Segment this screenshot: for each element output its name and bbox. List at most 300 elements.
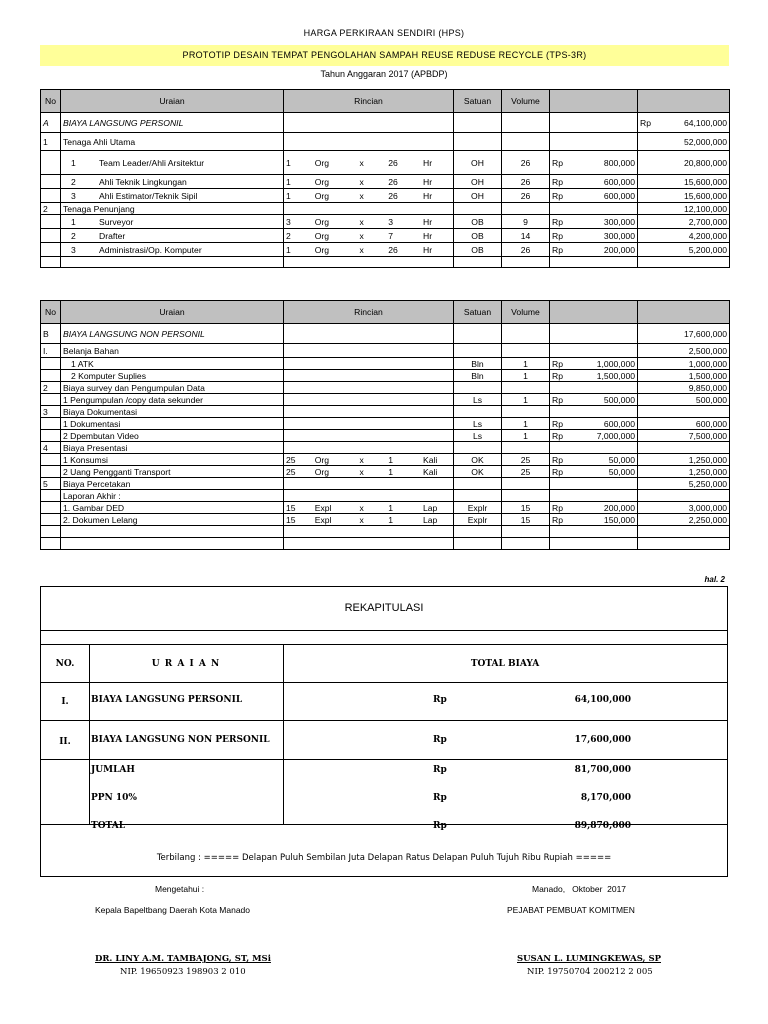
unit-price: Rp 600,000 [552,176,635,187]
row-uraian: 1 ATK [61,358,284,370]
row-uraian [61,526,284,538]
non-personnel-cost-table [40,300,730,550]
row-no [41,418,61,430]
unit-price: Rp 800,000 [552,157,635,168]
recap-jumlah-label: JUMLAH [91,765,135,775]
row-volume [502,203,550,215]
unit-price-cell [550,442,638,454]
row-volume: 26 [502,243,550,257]
item-label: 2 Ahli Teknik Lingkungan [71,176,187,187]
row-total: 17,600,000 [638,324,730,344]
rincian-detail: 1 Org x 26 Hr [286,244,433,255]
row-uraian: 1 Pengumpulan /copy data sekunder [61,394,284,406]
recap-total-rp: Rp [433,821,447,831]
row-volume [502,113,550,133]
recap-total-label: TOTAL [91,821,126,831]
row-volume [502,344,550,358]
row-volume: 1 [502,418,550,430]
row-total [638,490,730,502]
header-blank [638,301,730,324]
header-no: No [41,90,61,113]
table-header-row [41,301,730,324]
row-uraian: 2 Komputer Suplies [61,370,284,382]
row-total [638,257,730,268]
unit-price: Rp 500,000 [552,394,635,405]
row-satuan [454,382,502,394]
row-total: 1,250,000 [638,466,730,478]
rincian-cell [284,538,454,550]
table-row [41,418,730,430]
item-label: 3 Ahli Estimator/Teknik Sipil [71,190,198,201]
table-header-row [41,90,730,113]
row-uraian: Biaya Presentasi [61,442,284,454]
rincian-cell [284,382,454,394]
row-no [41,538,61,550]
row-volume [502,406,550,418]
rincian-cell [284,526,454,538]
unit-price: Rp 600,000 [552,418,635,429]
table-row [41,454,730,466]
row-uraian [61,243,284,257]
row-satuan: OK [454,454,502,466]
row-total: 2,250,000 [638,514,730,526]
table-row [41,526,730,538]
document-title: HARGA PERKIRAAN SENDIRI (HPS) [303,28,465,38]
row-uraian: 2 Uang Pengganti Transport [61,466,284,478]
unit-price-cell [550,406,638,418]
row-satuan: Explr [454,514,502,526]
unit-price: Rp 1,000,000 [552,358,635,369]
rincian-cell [284,514,454,526]
row-satuan [454,526,502,538]
row-volume: 1 [502,394,550,406]
rincian-cell [284,478,454,490]
rincian-cell [284,324,454,344]
table-row [41,382,730,394]
row-uraian [61,175,284,189]
table-row [41,324,730,344]
row-volume: 1 [502,370,550,382]
table-row [41,151,730,175]
unit-price-cell [550,526,638,538]
row-satuan [454,133,502,151]
rincian-cell [284,189,454,203]
section-total: Rp 64,100,000 [640,117,727,128]
row-no [41,370,61,382]
row-satuan [454,257,502,268]
table-row [41,490,730,502]
row-no [41,514,61,526]
rincian-cell [284,215,454,229]
row-total: 3,000,000 [638,502,730,514]
row-satuan [454,113,502,133]
unit-price-cell [550,502,638,514]
recap-col-no: NO. [55,659,75,669]
unit-price-cell [550,490,638,502]
row-satuan [454,538,502,550]
row-volume: 26 [502,189,550,203]
table-row [41,502,730,514]
unit-price-cell [550,454,638,466]
rincian-cell [284,370,454,382]
unit-price-cell [550,478,638,490]
unit-price-cell [550,324,638,344]
recap-row-rp: Rp [433,695,447,705]
row-satuan: OB [454,229,502,243]
row-satuan: Explr [454,502,502,514]
row-volume [502,324,550,344]
row-uraian: 2 Dpembutan Video [61,430,284,442]
header-blank [550,90,638,113]
recap-ppn-value: 8,170,000 [580,793,631,803]
right-signer-name: SUSAN L. LUMINGKEWAS, SP [517,954,661,964]
row-volume: 26 [502,151,550,175]
item-label: 1 Surveyor [71,216,134,227]
header-rincian: Rincian [284,301,454,324]
rincian-cell [284,442,454,454]
row-no: 3 [41,406,61,418]
row-no: 2 [41,203,61,215]
header-no: No [41,301,61,324]
acknowledged-label: Mengetahui : [155,884,205,894]
header-satuan: Satuan [454,301,502,324]
header-uraian: Uraian [61,90,284,113]
item-label: 1 Team Leader/Ahli Arsitektur [71,157,205,168]
recap-ppn-label: PPN 10% [91,793,137,803]
project-title: PROTOTIP DESAIN TEMPAT PENGOLAHAN SAMPAH REUSE REDUSE RECYCLE (TPS-3R) [40,45,729,66]
unit-price-cell [550,243,638,257]
table-row [41,215,730,229]
rincian-cell [284,454,454,466]
unit-price: Rp 200,000 [552,244,635,255]
unit-price-cell [550,514,638,526]
header-volume: Volume [502,301,550,324]
row-total [638,113,730,133]
row-no [41,229,61,243]
row-volume [502,257,550,268]
header-blank [638,90,730,113]
rincian-cell [284,175,454,189]
rincian-cell [284,466,454,478]
rincian-cell [284,133,454,151]
row-volume: 1 [502,430,550,442]
rincian-detail: 2 Org x 7 Hr [286,230,433,241]
row-total: 52,000,000 [638,133,730,151]
place-date: Manado, Oktober 2017 [532,884,627,894]
rincian-detail: 15 Expl x 1 Lap [286,514,438,525]
table-row [41,243,730,257]
row-volume: 9 [502,215,550,229]
row-volume [502,478,550,490]
row-volume: 14 [502,229,550,243]
row-uraian [61,189,284,203]
row-uraian: Tenaga Penunjang [61,203,284,215]
rincian-cell [284,406,454,418]
unit-price-cell [550,370,638,382]
row-uraian: 2. Dokumen Lelang [61,514,284,526]
rincian-detail: 25 Org x 1 Kali [286,454,438,465]
table-row [41,189,730,203]
row-satuan [454,324,502,344]
recap-row-value: 17,600,000 [574,735,631,745]
row-no [41,151,61,175]
row-volume: 26 [502,175,550,189]
unit-price-cell [550,229,638,243]
unit-price-cell [550,394,638,406]
row-no [41,394,61,406]
row-total: 9,850,000 [638,382,730,394]
unit-price: Rp 50,000 [552,454,635,465]
row-volume [502,526,550,538]
table-row [41,113,730,133]
unit-price: Rp 7,000,000 [552,430,635,441]
recap-jumlah-rp: Rp [433,765,447,775]
row-uraian: Biaya Percetakan [61,478,284,490]
row-no [41,502,61,514]
recap-title: REKAPITULASI [344,602,424,614]
rincian-cell [284,203,454,215]
row-total: 5,250,000 [638,478,730,490]
unit-price: Rp 1,500,000 [552,370,635,381]
unit-price-cell [550,113,638,133]
row-uraian: Tenaga Ahli Utama [61,133,284,151]
row-no: B [41,324,61,344]
row-total: 600,000 [638,418,730,430]
rincian-detail: 15 Expl x 1 Lap [286,502,438,513]
row-satuan: Bln [454,370,502,382]
row-no: 5 [41,478,61,490]
row-satuan: OH [454,151,502,175]
header-blank [550,301,638,324]
row-volume [502,133,550,151]
header-volume: Volume [502,90,550,113]
left-signer-nip: NIP. 19650923 198903 2 010 [120,967,246,977]
row-volume: 15 [502,514,550,526]
item-label: 3 Administrasi/Op. Komputer [71,244,202,255]
header-uraian: Uraian [61,301,284,324]
row-volume [502,538,550,550]
row-uraian [61,229,284,243]
right-signer-role: PEJABAT PEMBUAT KOMITMEN [507,905,635,915]
row-satuan: Ls [454,430,502,442]
recap-jumlah-value: 81,700,000 [574,765,631,775]
table-row [41,229,730,243]
unit-price-cell [550,382,638,394]
row-no [41,175,61,189]
row-uraian: Biaya Dokumentasi [61,406,284,418]
recap-row-label: BIAYA LANGSUNG NON PERSONIL [91,735,270,745]
row-volume: 25 [502,454,550,466]
row-satuan: OK [454,466,502,478]
amount-in-words: Terbilang : ===== Delapan Puluh Sembilan Juta Delapan Ratus Delapan Puluh Tujuh Ribu Rupiah ===== [156,853,612,863]
recap-row-no: I. [61,697,69,707]
row-no: 1 [41,133,61,151]
unit-price-cell [550,466,638,478]
row-uraian: 1. Gambar DED [61,502,284,514]
recap-row-rp: Rp [433,735,447,745]
row-total: 1,500,000 [638,370,730,382]
row-no [41,490,61,502]
rincian-cell [284,344,454,358]
row-total [638,526,730,538]
unit-price: Rp 150,000 [552,514,635,525]
row-no: I. [41,344,61,358]
rincian-detail: 1 Org x 26 Hr [286,190,433,201]
recap-row-label: BIAYA LANGSUNG PERSONIL [91,695,243,705]
table-row [41,370,730,382]
row-satuan: OB [454,243,502,257]
row-total: 15,600,000 [638,189,730,203]
recap-col-total: TOTAL BIAYA [470,659,540,669]
header-rincian: Rincian [284,90,454,113]
rincian-cell [284,229,454,243]
personnel-cost-table [40,89,730,268]
row-volume [502,442,550,454]
header-satuan: Satuan [454,90,502,113]
table-row [41,133,730,151]
row-volume: 15 [502,502,550,514]
unit-price-cell [550,430,638,442]
table-row [41,538,730,550]
table-row [41,478,730,490]
row-total [638,406,730,418]
row-satuan [454,490,502,502]
row-uraian: 1 Konsumsi [61,454,284,466]
row-total: 2,500,000 [638,344,730,358]
row-uraian: Belanja Bahan [61,344,284,358]
rincian-detail: 25 Org x 1 Kali [286,466,438,477]
row-total: 7,500,000 [638,430,730,442]
row-total [638,442,730,454]
row-total: 20,800,000 [638,151,730,175]
row-no: 2 [41,382,61,394]
row-total: 5,200,000 [638,243,730,257]
row-uraian: Laporan Akhir : [61,490,284,502]
row-satuan: Bln [454,358,502,370]
row-total: 15,600,000 [638,175,730,189]
row-no [41,215,61,229]
row-total: 12,100,000 [638,203,730,215]
row-satuan: OH [454,189,502,203]
row-no [41,358,61,370]
unit-price-cell [550,418,638,430]
table-row [41,442,730,454]
row-volume: 1 [502,358,550,370]
table-row [41,257,730,268]
item-label: 2 Drafter [71,230,126,241]
row-total: 1,250,000 [638,454,730,466]
table-row [41,514,730,526]
unit-price-cell [550,257,638,268]
unit-price: Rp 600,000 [552,190,635,201]
unit-price: Rp 200,000 [552,502,635,513]
unit-price-cell [550,203,638,215]
unit-price-cell [550,189,638,203]
row-uraian [61,215,284,229]
row-volume [502,382,550,394]
row-satuan [454,203,502,215]
row-no [41,189,61,203]
unit-price: Rp 300,000 [552,216,635,227]
page-number: hal. 2 [704,575,725,584]
row-total [638,538,730,550]
row-uraian [61,151,284,175]
table-row [41,394,730,406]
row-satuan: Ls [454,418,502,430]
row-no: A [41,113,61,133]
table-row [41,358,730,370]
unit-price: Rp 300,000 [552,230,635,241]
row-uraian: BIAYA LANGSUNG NON PERSONIL [61,324,284,344]
row-satuan [454,406,502,418]
table-row [41,344,730,358]
rincian-cell [284,257,454,268]
unit-price-cell [550,133,638,151]
rincian-cell [284,243,454,257]
rincian-detail: 3 Org x 3 Hr [286,216,433,227]
rincian-cell [284,418,454,430]
rincian-cell [284,151,454,175]
row-total: 2,700,000 [638,215,730,229]
rincian-cell [284,430,454,442]
table-row [41,466,730,478]
row-total: 500,000 [638,394,730,406]
row-satuan: OH [454,175,502,189]
recap-total-value: 89,870,000 [574,821,631,831]
recap-box [40,586,728,877]
row-uraian: Biaya survey dan Pengumpulan Data [61,382,284,394]
unit-price-cell [550,344,638,358]
row-no [41,526,61,538]
row-satuan [454,442,502,454]
unit-price-cell [550,175,638,189]
row-volume: 25 [502,466,550,478]
row-no: 4 [41,442,61,454]
row-uraian: BIAYA LANGSUNG PERSONIL [61,113,284,133]
unit-price: Rp 50,000 [552,466,635,477]
rincian-cell [284,358,454,370]
row-total: 4,200,000 [638,229,730,243]
row-uraian: 1 Dokumentasi [61,418,284,430]
row-uraian [61,257,284,268]
recap-col-uraian: U R A I A N [151,659,221,669]
left-signer-name: DR. LINY A.M. TAMBAJONG, ST, MSi [95,954,271,964]
row-no [41,243,61,257]
recap-ppn-rp: Rp [433,793,447,803]
rincian-cell [284,502,454,514]
rincian-cell [284,394,454,406]
row-satuan: Ls [454,394,502,406]
row-no [41,257,61,268]
row-no [41,466,61,478]
recap-row-no: II. [59,737,71,747]
table-row [41,430,730,442]
row-satuan: OB [454,215,502,229]
rincian-cell [284,113,454,133]
left-signer-role: Kepala Bapeltbang Daerah Kota Manado [95,905,251,915]
fiscal-year: Tahun Anggaran 2017 (APBDP) [320,69,448,79]
row-satuan [454,344,502,358]
rincian-detail: 1 Org x 26 Hr [286,157,433,168]
unit-price-cell [550,358,638,370]
recap-row-value: 64,100,000 [574,695,631,705]
rincian-detail: 1 Org x 26 Hr [286,176,433,187]
row-uraian [61,538,284,550]
row-volume [502,490,550,502]
row-no [41,430,61,442]
table-row [41,203,730,215]
unit-price-cell [550,215,638,229]
